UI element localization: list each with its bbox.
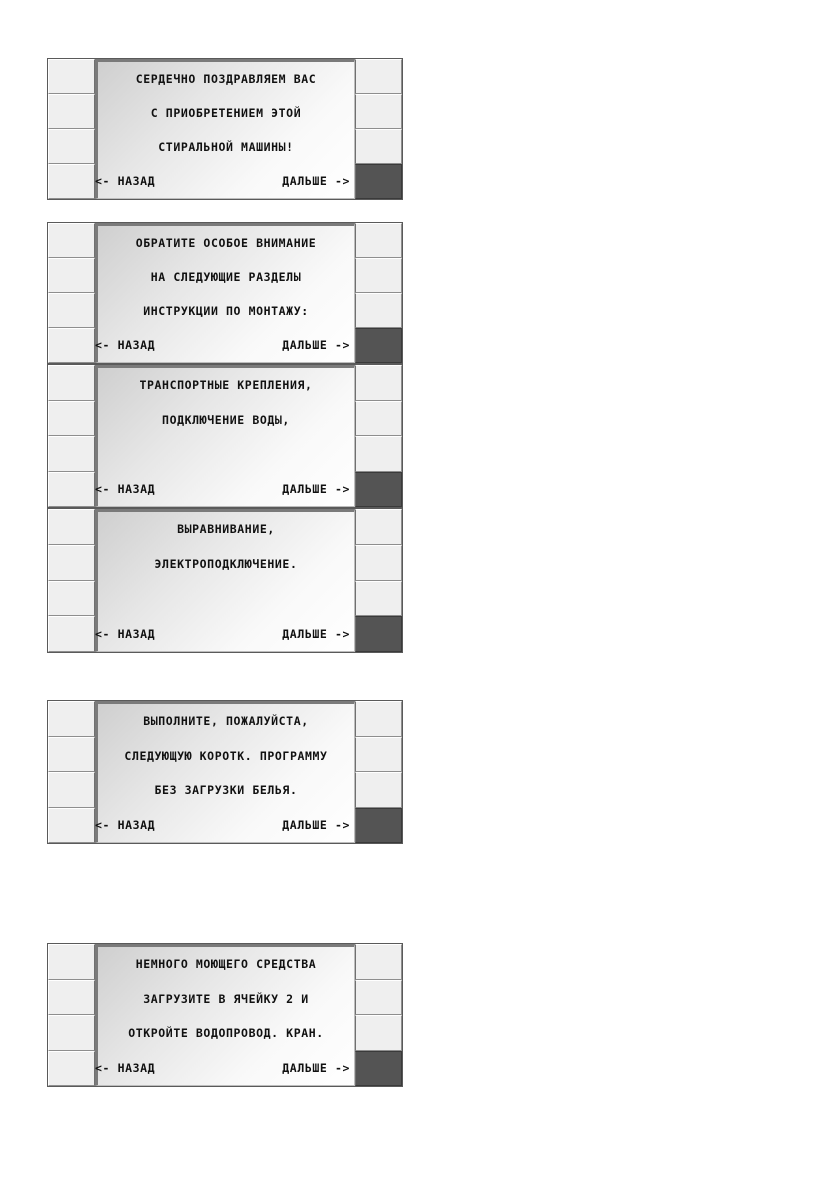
nav-row: [95, 808, 354, 843]
next-softkey[interactable]: [355, 808, 402, 844]
back-label: <- НАЗАД: [95, 817, 156, 832]
left-softkey-column: [48, 701, 95, 843]
lcd-screen: [95, 223, 355, 363]
left-softkey-1[interactable]: [48, 59, 95, 94]
right-softkey-column: [355, 944, 402, 1086]
right-softkey-2[interactable]: [355, 737, 402, 773]
nav-row: [95, 1051, 354, 1086]
right-softkey-2[interactable]: [355, 545, 402, 581]
right-softkey-1[interactable]: [355, 944, 402, 980]
message-line-2: ПОДКЛЮЧЕНИЕ ВОДЫ,: [162, 412, 290, 427]
left-softkey-2[interactable]: [48, 980, 95, 1016]
right-softkey-3[interactable]: [355, 772, 402, 808]
message-line-2: ЭЛЕКТРОПОДКЛЮЧЕНИЕ.: [154, 557, 298, 572]
next-label: ДАЛЬШЕ ->: [282, 817, 350, 832]
lcd-screen: [95, 365, 355, 507]
left-softkey-column: [48, 223, 95, 363]
left-softkey-1[interactable]: [48, 944, 95, 980]
message-line-3: СТИРАЛЬНОЙ МАШИНЫ!: [158, 140, 294, 154]
message-line-2: НА СЛЕДУЮЩИЕ РАЗДЕЛЫ: [150, 270, 302, 284]
left-softkey-4[interactable]: [48, 808, 95, 844]
left-softkey-4[interactable]: [48, 1051, 95, 1087]
message-line-3: [98, 582, 354, 617]
right-softkey-1[interactable]: [355, 59, 402, 94]
next-softkey[interactable]: [355, 472, 402, 508]
message-line-3: ОТКРОЙТЕ ВОДОПРОВОД. КРАН.: [128, 1026, 324, 1041]
right-softkey-2[interactable]: [355, 980, 402, 1016]
left-softkey-column: [48, 509, 95, 652]
left-softkey-2[interactable]: [48, 401, 95, 437]
left-softkey-3[interactable]: [48, 581, 95, 617]
back-label: <- НАЗАД: [95, 338, 156, 352]
next-label: ДАЛЬШЕ ->: [282, 338, 350, 352]
next-label: ДАЛЬШЕ ->: [282, 1060, 350, 1075]
left-softkey-1[interactable]: [48, 223, 95, 258]
message-line-1: НЕМНОГО МОЮЩЕГО СРЕДСТВА: [135, 957, 317, 972]
nav-row: [95, 164, 354, 198]
right-softkey-3[interactable]: [355, 581, 402, 617]
right-softkey-2[interactable]: [355, 401, 402, 437]
left-softkey-1[interactable]: [48, 701, 95, 737]
next-softkey[interactable]: [355, 164, 402, 199]
right-softkey-1[interactable]: [355, 223, 402, 258]
nav-row: [95, 616, 354, 651]
message-line-1: ВЫРАВНИВАНИЕ,: [177, 522, 275, 537]
left-softkey-2[interactable]: [48, 94, 95, 129]
message-line-1: ТРАНСПОРТНЫЕ КРЕПЛЕНИЯ,: [139, 378, 313, 393]
right-softkey-column: [355, 365, 402, 507]
left-softkey-2[interactable]: [48, 545, 95, 581]
left-softkey-column: [48, 59, 95, 199]
lcd-screen: [95, 59, 355, 199]
lcd-screen: [95, 944, 355, 1086]
left-softkey-4[interactable]: [48, 164, 95, 199]
display-panel-5: [47, 700, 403, 844]
display-panel-4: [47, 508, 403, 653]
left-softkey-3[interactable]: [48, 772, 95, 808]
message-line-3: БЕЗ ЗАГРУЗКИ БЕЛЬЯ.: [154, 783, 298, 798]
left-softkey-1[interactable]: [48, 365, 95, 401]
message-line-2: СЛЕДУЮЩУЮ КОРОТК. ПРОГРАММУ: [124, 748, 328, 763]
left-softkey-2[interactable]: [48, 258, 95, 293]
right-softkey-3[interactable]: [355, 1015, 402, 1051]
message-line-1: ОБРАТИТЕ ОСОБОЕ ВНИМАНИЕ: [135, 236, 317, 250]
right-softkey-3[interactable]: [355, 436, 402, 472]
message-line-2: С ПРИОБРЕТЕНИЕМ ЭТОЙ: [150, 106, 302, 120]
next-label: ДАЛЬШЕ ->: [282, 174, 350, 188]
message-line-3: ИНСТРУКЦИИ ПО МОНТАЖУ:: [143, 304, 309, 318]
left-softkey-column: [48, 365, 95, 507]
left-softkey-3[interactable]: [48, 436, 95, 472]
message-line-3: [98, 437, 354, 472]
next-label: ДАЛЬШЕ ->: [282, 626, 350, 641]
next-softkey[interactable]: [355, 328, 402, 363]
right-softkey-1[interactable]: [355, 365, 402, 401]
back-label: <- НАЗАД: [95, 1060, 156, 1075]
right-softkey-2[interactable]: [355, 94, 402, 129]
right-softkey-1[interactable]: [355, 509, 402, 545]
display-panel-2: [47, 222, 403, 364]
display-panel-1: [47, 58, 403, 200]
left-softkey-4[interactable]: [48, 472, 95, 508]
right-softkey-column: [355, 59, 402, 199]
left-softkey-3[interactable]: [48, 1015, 95, 1051]
next-softkey[interactable]: [355, 1051, 402, 1087]
lcd-screen: [95, 509, 355, 652]
back-label: <- НАЗАД: [95, 481, 156, 496]
right-softkey-column: [355, 223, 402, 363]
left-softkey-4[interactable]: [48, 616, 95, 652]
left-softkey-1[interactable]: [48, 509, 95, 545]
right-softkey-3[interactable]: [355, 129, 402, 164]
nav-row: [95, 472, 354, 507]
lcd-screen: [95, 701, 355, 843]
message-line-2: ЗАГРУЗИТЕ В ЯЧЕЙКУ 2 И: [143, 991, 309, 1006]
left-softkey-2[interactable]: [48, 737, 95, 773]
right-softkey-column: [355, 509, 402, 652]
left-softkey-4[interactable]: [48, 328, 95, 363]
left-softkey-3[interactable]: [48, 293, 95, 328]
right-softkey-1[interactable]: [355, 701, 402, 737]
right-softkey-2[interactable]: [355, 258, 402, 293]
message-line-1: ВЫПОЛНИТЕ, ПОЖАЛУЙСТА,: [143, 714, 309, 729]
left-softkey-3[interactable]: [48, 129, 95, 164]
back-label: <- НАЗАД: [95, 174, 156, 188]
next-softkey[interactable]: [355, 616, 402, 652]
next-label: ДАЛЬШЕ ->: [282, 481, 350, 496]
display-panel-6: [47, 943, 403, 1087]
nav-row: [95, 328, 354, 362]
display-panel-3: [47, 364, 403, 508]
message-line-1: СЕРДЕЧНО ПОЗДРАВЛЯЕМ ВАС: [135, 72, 317, 86]
back-label: <- НАЗАД: [95, 626, 156, 641]
right-softkey-column: [355, 701, 402, 843]
right-softkey-3[interactable]: [355, 293, 402, 328]
left-softkey-column: [48, 944, 95, 1086]
